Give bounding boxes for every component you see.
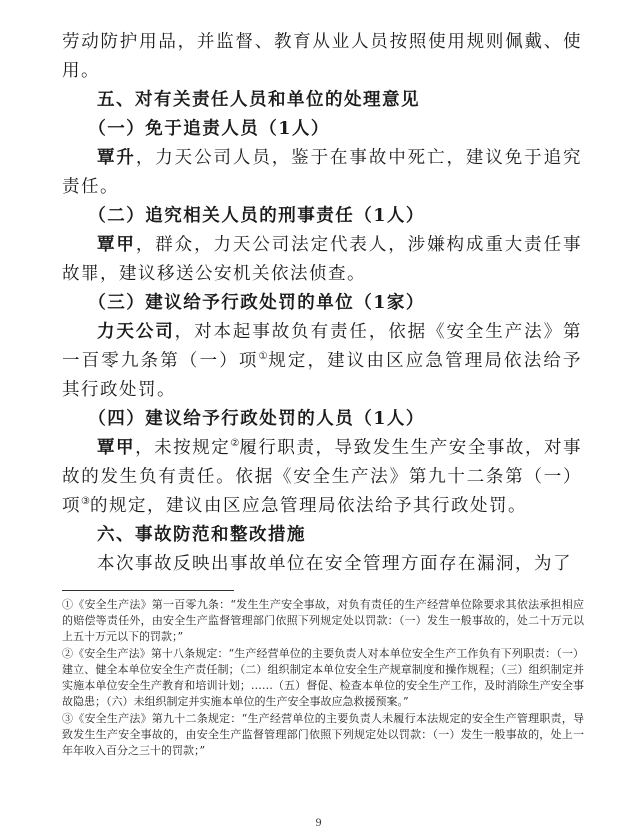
footnote-ref-3[interactable]: ③	[81, 496, 90, 508]
paragraph-text: 的规定，建议由区应急管理局依法给予其行政处罚。	[89, 496, 527, 516]
paragraph-text: 履行职责，导致发生生产安全事故，对事故的发生负有责任。依据《安全生产法》第九十二条第（一）项	[62, 438, 583, 516]
subsection-heading-2: （二）追究相关人员的刑事责任（1人）	[88, 206, 425, 226]
section-heading-6: 六、事故防范和整改措施	[97, 525, 306, 545]
footnote-ref-2[interactable]: ②	[230, 438, 240, 450]
footnotes	[62, 597, 584, 760]
paragraph-text: ，力天公司人员，鉴于在事故中死亡，建议免于追究责任。	[62, 148, 583, 197]
footnote-1: ①《安全生产法》第一百零九条：“发生生产安全事故，对负有责任的生产经营单位除要求其依法承担相应的赔偿等责任外，由安全生产监督管理部门依照下列规定处以罚款：（一）发生一般事故的，处二十万元以上五十万元以下的罚款；”	[62, 598, 584, 643]
paragraph-text: ，未按规定	[135, 438, 231, 458]
footnote-ref-1[interactable]: ①	[258, 351, 269, 363]
person-name: 覃甲	[97, 438, 136, 458]
company-name: 力天公司	[97, 322, 175, 342]
footnote-separator	[62, 590, 234, 591]
person-name: 覃升	[97, 148, 136, 168]
paragraph-text: ，群众，力天公司法定代表人，涉嫌构成重大责任事故罪，建议移送公安机关依法侦查。	[62, 235, 583, 284]
footnote-3: ③《安全生产法》第九十二条规定：“生产经营单位的主要负责人未履行本法规定的安全生产管理职责，导致发生生产安全事故的，由安全生产监督管理部门依照下列规定处以罚款：（一）发生一般事故的，处上一年年收入百分之三十的罚款；”	[62, 712, 584, 757]
paragraph-prevention: 本次事故反映出事故单位在安全管理方面存在漏洞，为了	[97, 554, 572, 574]
paragraph-company-penalty	[62, 318, 582, 405]
body-text	[62, 28, 582, 579]
paragraph-person-penalty	[62, 434, 582, 521]
paragraph-exempt-person	[62, 144, 582, 202]
subsection-heading-3: （三）建议给予行政处罚的单位（1家）	[88, 293, 425, 313]
paragraph-text: ，对本起事故负有责任，依据《安全生产法》第一百零九条第（一）项	[62, 322, 583, 371]
paragraph-text: 规定，建议由区应急管理局依法给予其行政处罚。	[62, 351, 583, 400]
page-number: 9	[315, 818, 322, 829]
person-name: 覃甲	[97, 235, 136, 255]
subsection-heading-4: （四）建议给予行政处罚的人员（1人）	[88, 409, 425, 429]
paragraph-continued: 劳动防护用品，并监督、教育从业人员按照使用规则佩戴、使用。	[62, 32, 582, 81]
subsection-heading-1: （一）免于追责人员（1人）	[88, 119, 330, 139]
section-heading-5: 五、对有关责任人员和单位的处理意见	[97, 90, 420, 110]
paragraph-criminal-liability	[62, 231, 582, 289]
footnote-2: ②《安全生产法》第十八条规定：“生产经营单位的主要负责人对本单位安全生产工作负有下列职责：（一）建立、健全本单位安全生产责任制；（二）组织制定本单位安全生产规章制度和操作规程；（三）组织制定并实施本单位安全生产教育和培训计划；……（五）督促、检查本单位的安全生产工作，及时消除生产安全事故隐患；（六）未组织制定并实施本单位的生产安全事故应急救援预案。”	[62, 647, 584, 708]
